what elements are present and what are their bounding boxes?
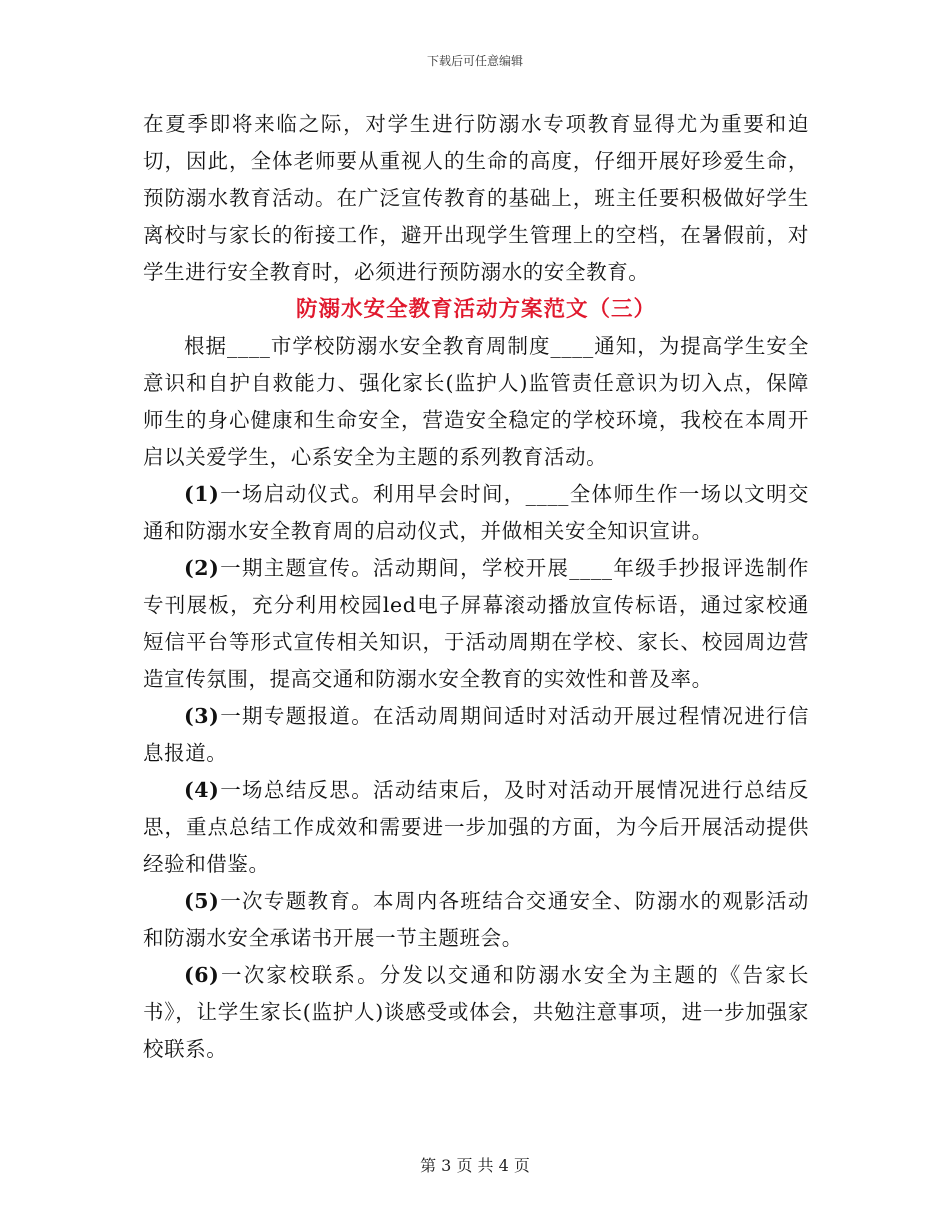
- activity-item-text: 一次家校联系。分发以交通和防溺水安全为主题的《告家长书》，让学生家长(监护人)谈感受或体会，共勉注意事项，进一步加强家校联系。: [143, 963, 809, 1061]
- activity-item-text: 一期专题报道。在活动周期间适时对活动开展过程情况进行信息报道。: [143, 704, 809, 765]
- activity-item-text: 一场启动仪式。利用早会时间，____全体师生作一场以文明交通和防溺水安全教育周的启动仪式，并做相关安全知识宣讲。: [143, 482, 809, 543]
- activity-item-number: (2): [184, 556, 220, 580]
- activity-item-3: [143, 698, 809, 772]
- activity-item-number: (5): [184, 889, 220, 913]
- activity-item-number: (6): [184, 963, 220, 987]
- intro-paragraph: 在夏季即将来临之际，对学生进行防溺水专项教育显得尤为重要和迫切，因此，全体老师要从重视人的生命的高度，仔细开展好珍爱生命，预防溺水教育活动。在广泛宣传教育的基础上，班主任要积极做好学生离校时与家长的衔接工作，避开出现学生管理上的空档，在暑假前，对学生进行安全教育时，必须进行预防溺水的安全教育。: [143, 112, 809, 284]
- activity-item-1: [143, 476, 809, 550]
- page-header-note: 下载后可任意编辑: [426, 54, 523, 68]
- activity-item-4: [143, 772, 809, 883]
- activity-item-text: 一场总结反思。活动结束后，及时对活动开展情况进行总结反思，重点总结工作成效和需要进一步加强的方面，为今后开展活动提供经验和借鉴。: [143, 778, 809, 876]
- document-body: [143, 106, 809, 1068]
- activity-item-number: (4): [184, 778, 220, 802]
- activity-item-6: [143, 957, 809, 1068]
- section-title: 防溺水安全教育活动方案范文（三）: [295, 297, 656, 322]
- activity-item-text: 一次专题教育。本周内各班结合交通安全、防溺水的观影活动和防溺水安全承诺书开展一节主题班会。: [143, 889, 809, 950]
- activity-item-text: 一期主题宣传。活动期间，学校开展____年级手抄报评选制作专刊展板，充分利用校园led电子屏幕滚动播放宣传标语，通过家校通短信平台等形式宣传相关知识，于活动周期在学校、家长、校园周边营造宣传氛围，提高交通和防溺水安全教育的实效性和普及率。: [143, 556, 809, 691]
- activity-item-number: (1): [184, 482, 220, 506]
- page-number-footer: 第 3 页 共 4 页: [420, 1156, 530, 1175]
- activity-item-2: [143, 550, 809, 698]
- activity-item-5: [143, 883, 809, 957]
- section-lead-paragraph: 根据____市学校防溺水安全教育周制度____通知，为提高学生安全意识和自护自救能力、强化家长(监护人)监管责任意识为切入点，保障师生的身心健康和生命安全，营造安全稳定的学校环境，我校在本周开启以关爱学生，心系安全为主题的系列教育活动。: [143, 334, 809, 469]
- activity-list: [143, 476, 809, 1068]
- activity-item-number: (3): [184, 704, 220, 728]
